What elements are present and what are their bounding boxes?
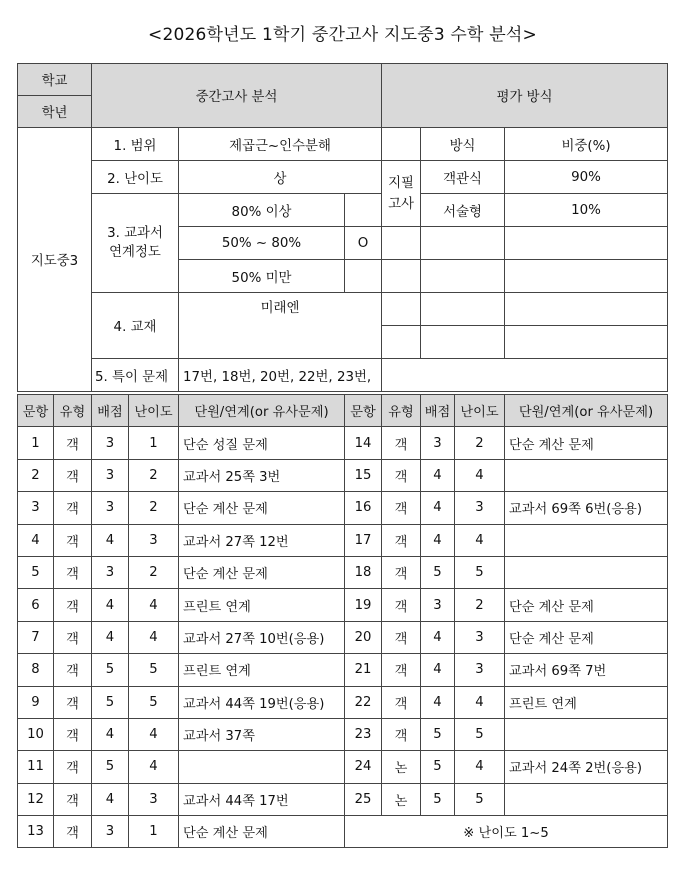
question-difficulty: 4 (455, 751, 505, 783)
question-number: 21 (345, 654, 382, 686)
table-row (18, 427, 668, 459)
question-note: 교과서 37쪽 (179, 718, 345, 750)
table-row (18, 751, 668, 783)
question-note: 단순 계산 문제 (505, 621, 668, 653)
eval-empty-cell (382, 128, 421, 161)
question-difficulty: 4 (129, 589, 179, 621)
question-number: 17 (345, 524, 382, 556)
question-number: 13 (18, 816, 54, 848)
question-points: 4 (92, 589, 129, 621)
eval-empty-cell (421, 260, 505, 293)
link-level-label: 50% 미만 (179, 260, 345, 293)
question-note: 교과서 27쪽 12번 (179, 524, 345, 556)
question-points: 4 (92, 621, 129, 653)
question-difficulty: 4 (455, 459, 505, 491)
eval-empty-cell (382, 326, 421, 359)
question-type: 객 (382, 492, 421, 524)
question-difficulty: 3 (129, 524, 179, 556)
question-number: 3 (18, 492, 54, 524)
question-type: 객 (382, 459, 421, 491)
question-note (505, 718, 668, 750)
question-note (505, 459, 668, 491)
question-type: 객 (54, 783, 92, 815)
question-points: 4 (421, 459, 455, 491)
weight-header: 비중(%) (505, 128, 668, 161)
question-number: 19 (345, 589, 382, 621)
question-note (505, 556, 668, 588)
question-note: 교과서 24쪽 2번(응용) (505, 751, 668, 783)
material-extra-cell (179, 326, 382, 359)
question-type: 객 (54, 524, 92, 556)
question-number: 20 (345, 621, 382, 653)
question-number: 25 (345, 783, 382, 815)
weight-cell: 90% (505, 161, 668, 194)
material-label: 4. 교재 (92, 293, 179, 359)
question-points: 4 (92, 524, 129, 556)
question-type: 객 (382, 427, 421, 459)
question-note: 교과서 69쪽 6번(응용) (505, 492, 668, 524)
table-row (18, 783, 668, 815)
table-row (18, 654, 668, 686)
question-difficulty: 4 (129, 751, 179, 783)
question-difficulty: 5 (455, 783, 505, 815)
question-difficulty: 4 (129, 621, 179, 653)
column-header: 배점 (421, 395, 455, 427)
link-level-label: 80% 이상 (179, 194, 345, 227)
link-level-mark (345, 260, 382, 293)
question-difficulty: 5 (455, 556, 505, 588)
question-type: 객 (382, 718, 421, 750)
question-type: 객 (54, 816, 92, 848)
questions-body (18, 427, 668, 848)
question-points: 3 (92, 492, 129, 524)
question-type: 객 (382, 524, 421, 556)
table-row (18, 492, 668, 524)
question-type: 객 (54, 556, 92, 588)
column-header: 배점 (92, 395, 129, 427)
method-cell: 객관식 (421, 161, 505, 194)
column-header: 단원/연계(or 유사문제) (505, 395, 668, 427)
eval-empty-cell (505, 227, 668, 260)
question-type: 객 (54, 459, 92, 491)
analysis-header: 중간고사 분석 (92, 64, 382, 128)
table-row (18, 589, 668, 621)
question-points: 5 (421, 556, 455, 588)
weight-cell: 10% (505, 194, 668, 227)
special-label: 5. 특이 문제 (92, 359, 179, 392)
question-type: 객 (54, 492, 92, 524)
question-number: 24 (345, 751, 382, 783)
eval-empty-cell (505, 293, 668, 326)
question-difficulty: 3 (455, 621, 505, 653)
question-difficulty: 2 (129, 459, 179, 491)
eval-empty-cell (421, 326, 505, 359)
question-note: 교과서 44쪽 17번 (179, 783, 345, 815)
questions-table (17, 394, 668, 848)
question-points: 3 (92, 556, 129, 588)
question-note: 단순 계산 문제 (179, 816, 345, 848)
question-points: 4 (421, 621, 455, 653)
question-number: 4 (18, 524, 54, 556)
question-note: 프린트 연계 (179, 654, 345, 686)
question-number: 9 (18, 686, 54, 718)
range-value: 제곱근~인수분해 (179, 128, 382, 161)
question-type: 객 (382, 654, 421, 686)
question-difficulty: 1 (129, 816, 179, 848)
eval-empty-cell (421, 227, 505, 260)
table-row (18, 718, 668, 750)
question-note (179, 751, 345, 783)
exam-category-text: 지필고사 (388, 175, 414, 212)
question-note: 교과서 44쪽 19번(응용) (179, 686, 345, 718)
column-header: 난이도 (455, 395, 505, 427)
footnote: ※ 난이도 1~5 (345, 816, 668, 848)
table-row (18, 621, 668, 653)
question-difficulty: 5 (455, 718, 505, 750)
question-difficulty: 2 (129, 492, 179, 524)
method-cell: 서술형 (421, 194, 505, 227)
question-number: 2 (18, 459, 54, 491)
eval-empty-cell (421, 293, 505, 326)
eval-empty-cell (382, 227, 421, 260)
question-note: 프린트 연계 (179, 589, 345, 621)
column-header: 단원/연계(or 유사문제) (179, 395, 345, 427)
question-note: 프린트 연계 (505, 686, 668, 718)
link-level-label: 50% ~ 80% (179, 227, 345, 260)
question-points: 5 (92, 686, 129, 718)
special-value: 17번, 18번, 20번, 22번, 23번, (179, 359, 382, 392)
question-points: 4 (421, 524, 455, 556)
question-note (505, 524, 668, 556)
evaluation-header: 평가 방식 (382, 64, 668, 128)
question-type: 객 (382, 589, 421, 621)
question-note (505, 783, 668, 815)
material-value: 미래엔 (179, 293, 382, 326)
question-points: 4 (421, 654, 455, 686)
question-type: 논 (382, 751, 421, 783)
eval-empty-cell (382, 359, 668, 392)
question-type: 객 (54, 718, 92, 750)
question-number: 11 (18, 751, 54, 783)
school-label: 학교 (18, 64, 92, 96)
question-difficulty: 1 (129, 427, 179, 459)
difficulty-label: 2. 난이도 (92, 161, 179, 194)
question-number: 14 (345, 427, 382, 459)
question-type: 객 (382, 556, 421, 588)
question-points: 3 (421, 589, 455, 621)
column-header: 문항 (345, 395, 382, 427)
question-difficulty: 2 (455, 427, 505, 459)
question-number: 18 (345, 556, 382, 588)
question-points: 4 (421, 492, 455, 524)
question-number: 23 (345, 718, 382, 750)
eval-empty-cell (505, 260, 668, 293)
question-difficulty: 3 (129, 783, 179, 815)
question-points: 5 (421, 718, 455, 750)
question-type: 객 (54, 427, 92, 459)
question-number: 12 (18, 783, 54, 815)
question-number: 1 (18, 427, 54, 459)
table-row (18, 556, 668, 588)
question-note: 교과서 69쪽 7번 (505, 654, 668, 686)
question-note: 단순 계산 문제 (505, 589, 668, 621)
question-points: 3 (92, 816, 129, 848)
eval-empty-cell (382, 293, 421, 326)
question-points: 5 (421, 783, 455, 815)
question-points: 3 (92, 427, 129, 459)
textbook-link-label-text: 3. 교과서 연계정도 (107, 226, 163, 260)
question-points: 3 (92, 459, 129, 491)
analysis-table (17, 63, 668, 392)
range-label: 1. 범위 (92, 128, 179, 161)
question-difficulty: 5 (129, 686, 179, 718)
question-difficulty: 4 (455, 524, 505, 556)
question-number: 6 (18, 589, 54, 621)
question-points: 5 (92, 751, 129, 783)
question-difficulty: 2 (455, 589, 505, 621)
question-points: 5 (92, 654, 129, 686)
table-row (18, 686, 668, 718)
question-type: 객 (382, 686, 421, 718)
question-points: 4 (92, 783, 129, 815)
question-note: 교과서 25쪽 3번 (179, 459, 345, 491)
column-header: 유형 (382, 395, 421, 427)
column-header: 유형 (54, 395, 92, 427)
question-number: 10 (18, 718, 54, 750)
question-note: 단순 계산 문제 (179, 556, 345, 588)
question-number: 16 (345, 492, 382, 524)
question-type: 논 (382, 783, 421, 815)
question-note: 단순 계산 문제 (505, 427, 668, 459)
question-type: 객 (54, 654, 92, 686)
method-header: 방식 (421, 128, 505, 161)
column-header: 문항 (18, 395, 54, 427)
eval-empty-cell (382, 260, 421, 293)
textbook-link-label (92, 194, 179, 293)
questions-header-row (18, 395, 668, 427)
question-difficulty: 2 (129, 556, 179, 588)
eval-empty-cell (505, 326, 668, 359)
question-points: 3 (421, 427, 455, 459)
question-note: 단순 계산 문제 (179, 492, 345, 524)
question-points: 4 (92, 718, 129, 750)
question-type: 객 (54, 589, 92, 621)
table-row (18, 816, 668, 848)
questions-header (18, 395, 668, 427)
question-number: 8 (18, 654, 54, 686)
table-row (18, 524, 668, 556)
difficulty-value: 상 (179, 161, 382, 194)
column-header: 난이도 (129, 395, 179, 427)
question-difficulty: 3 (455, 492, 505, 524)
question-difficulty: 4 (455, 686, 505, 718)
page-title: <2026학년도 1학기 중간고사 지도중3 수학 분석> (148, 25, 537, 45)
question-note: 교과서 27쪽 10번(응용) (179, 621, 345, 653)
question-number: 22 (345, 686, 382, 718)
question-number: 7 (18, 621, 54, 653)
question-points: 5 (421, 751, 455, 783)
school-name: 지도중3 (18, 128, 92, 392)
question-type: 객 (54, 621, 92, 653)
grade-label: 학년 (18, 96, 92, 128)
question-note: 단순 성질 문제 (179, 427, 345, 459)
question-number: 5 (18, 556, 54, 588)
link-level-mark (345, 194, 382, 227)
table-row (18, 459, 668, 491)
question-difficulty: 4 (129, 718, 179, 750)
question-type: 객 (54, 751, 92, 783)
question-number: 15 (345, 459, 382, 491)
exam-category (382, 161, 421, 227)
question-points: 4 (421, 686, 455, 718)
question-difficulty: 3 (455, 654, 505, 686)
link-level-mark: O (345, 227, 382, 260)
question-type: 객 (382, 621, 421, 653)
question-type: 객 (54, 686, 92, 718)
question-difficulty: 5 (129, 654, 179, 686)
